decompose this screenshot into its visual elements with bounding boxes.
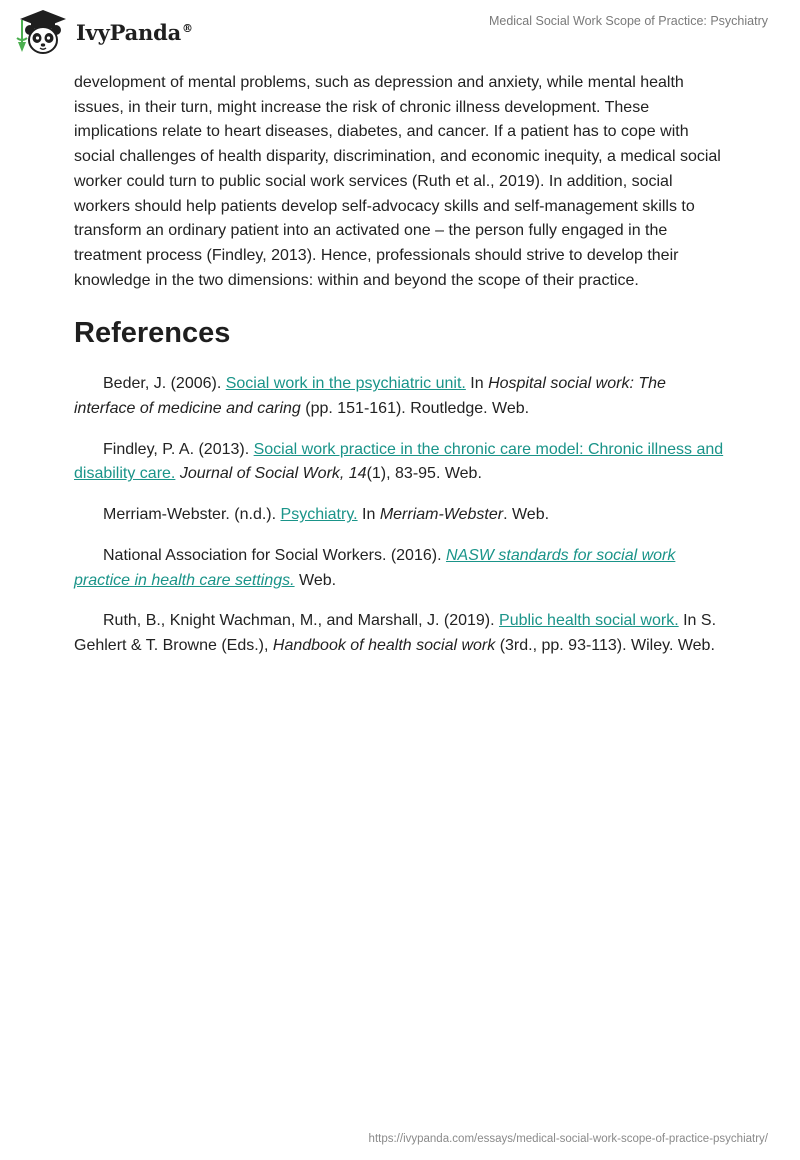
- references-heading: References: [74, 317, 231, 350]
- footer-url[interactable]: https://ivypanda.com/essays/medical-social-work-scope-of-practice-psychiatry/: [368, 1133, 768, 1145]
- reference-item: Beder, J. (2006). Social work in the psychiatric unit. In Hospital social work: The interface of medicine and caring (pp. 151-161). Routledge. Web.: [74, 375, 666, 418]
- page-header: [0, 0, 800, 64]
- reference-item: Merriam-Webster. (n.d.). Psychiatry. In Merriam-Webster. Web.: [103, 506, 550, 524]
- reference-link[interactable]: Psychiatry.: [280, 506, 358, 524]
- references-list: [74, 372, 726, 658]
- ivypanda-logo[interactable]: [14, 8, 193, 56]
- reference-link[interactable]: NASW standards for social work practice in health care settings.: [74, 546, 676, 589]
- reference-link[interactable]: Social work in the psychiatric unit.: [225, 375, 466, 393]
- body-paragraph: development of mental problems, such as depression and anxiety, while mental health issues, in their turn, might increase the risk of chronic illness development. These implications relate to heart diseases, diabetes, and cancer. If a patient has to cope with social challenges of health disparity, discrimination, and economic inequity, a medical social worker could turn to public social work services (Ruth et al., 2019). In addition, social workers should help patients develop self-advocacy skills and self-management skills to transform an ordinary patient into an activated one – the person fully engaged in the treatment process (Findley, 2013). Hence, professionals should strive to develop their knowledge in the two dimensions: within and beyond the scope of their practice.: [74, 74, 721, 289]
- reference-link[interactable]: Public health social work.: [499, 612, 679, 630]
- document-title: Medical Social Work Scope of Practice: Psychiatry: [488, 14, 768, 28]
- brand-name: IvyPanda®: [76, 19, 193, 45]
- reference-link[interactable]: Social work practice in the chronic care model: Chronic illness and disability care.: [74, 440, 724, 483]
- reference-item: National Association for Social Workers. (2016). NASW standards for social work practice in health care settings. Web.: [74, 546, 676, 589]
- essay-content: [74, 71, 726, 675]
- reference-item: Ruth, B., Knight Wachman, M., and Marshall, J. (2019). Public health social work. In S. Gehlert & T. Browne (Eds.), Handbook of health social work (3rd., pp. 93-113). Wiley. Web.: [74, 612, 717, 654]
- reference-item: Findley, P. A. (2013). Social work practice in the chronic care model: Chronic illness and disability care. Journal of Social Work, 14(1), 83-95. Web.: [74, 440, 724, 483]
- panda-graduate-icon: [14, 8, 72, 56]
